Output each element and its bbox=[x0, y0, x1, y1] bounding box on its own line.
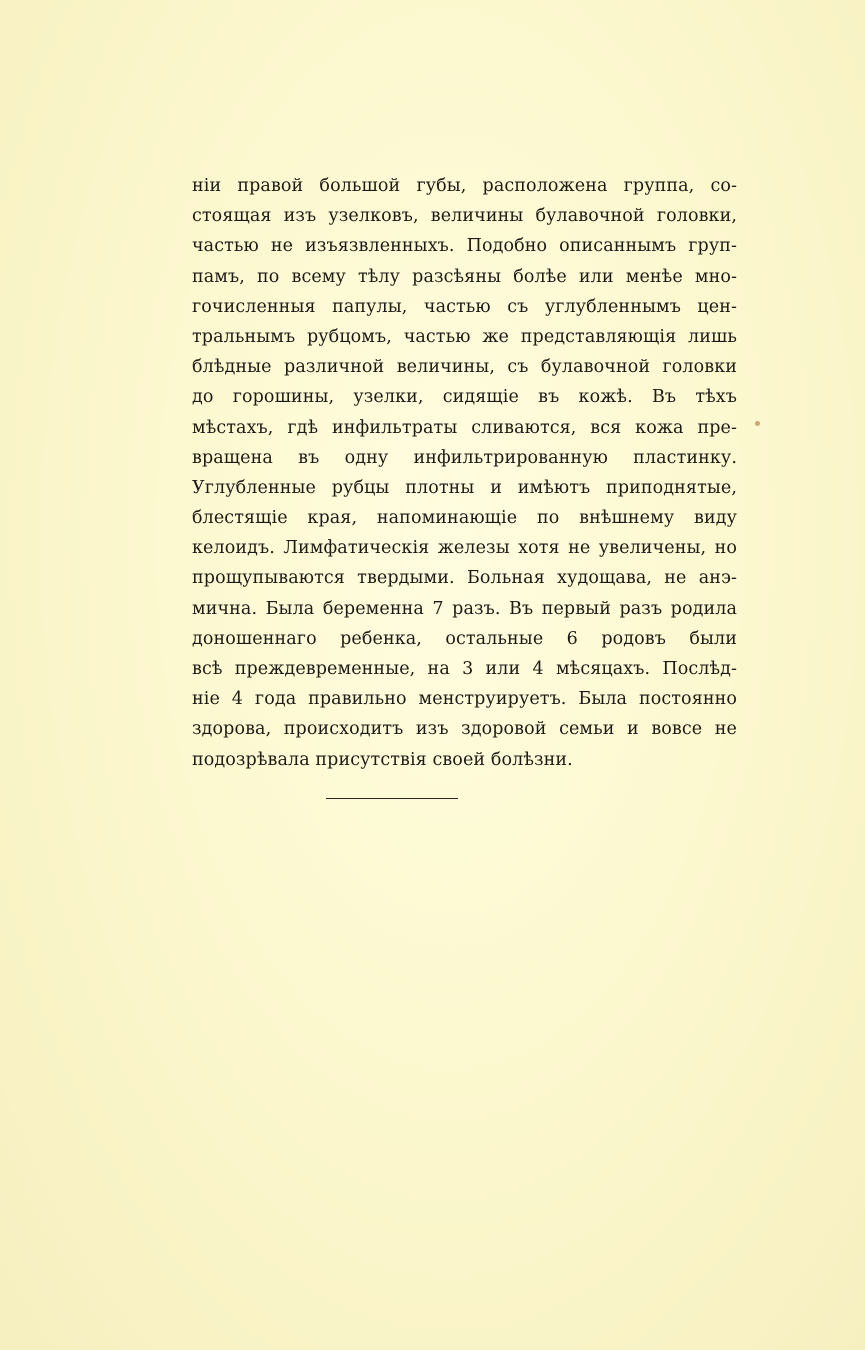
text-line: гочисленныя папулы, частью съ углубленнымъ цен- bbox=[192, 296, 737, 317]
text-line: блѣдные различной величины, съ булавочной головки bbox=[192, 357, 737, 378]
section-divider bbox=[326, 798, 458, 799]
text-line: вращена въ одну инфильтрированную пластинку. bbox=[192, 447, 737, 468]
text-line: ніе 4 года правильно менструируетъ. Была постоянно bbox=[192, 689, 737, 710]
text-line: блестящіе края, напоминающіе по внѣшнему виду bbox=[192, 508, 737, 529]
text-line: здорова, происходитъ изъ здоровой семьи и вовсе не bbox=[192, 719, 737, 740]
text-line: прощупываются твердыми. Больная худощава, не анэ- bbox=[192, 568, 737, 589]
text-line: до горошины, узелки, сидящіе въ кожѣ. Въ тѣхъ bbox=[192, 387, 737, 408]
text-line: стоящая изъ узелковъ, величины булавочной головки, bbox=[192, 206, 737, 227]
body-paragraph bbox=[192, 171, 737, 775]
text-line: келоидъ. Лимфатическія железы хотя не увеличены, но bbox=[192, 538, 737, 559]
text-line: ніи правой большой губы, расположена группа, со- bbox=[192, 176, 737, 196]
text-line: доношеннаго ребенка, остальные 6 родовъ были bbox=[192, 628, 737, 649]
text-line: всѣ преждевременные, на 3 или 4 мѣсяцахъ. Послѣд- bbox=[192, 659, 737, 679]
text-line: мична. Была беременна 7 разъ. Въ первый разъ родила bbox=[192, 598, 737, 619]
text-line: Углубленные рубцы плотны и имѣютъ приподнятые, bbox=[192, 477, 737, 498]
text-line: тральнымъ рубцомъ, частью же представляющія лишь bbox=[192, 326, 737, 347]
text-line: памъ, по всему тѣлу разсѣяны болѣе или менѣе мно- bbox=[192, 266, 737, 287]
paper-speck bbox=[755, 421, 760, 426]
text-line: мѣстахъ, гдѣ инфильтраты сливаются, вся кожа пре- bbox=[192, 417, 737, 438]
text-line: частью не изъязвленныхъ. Подобно описаннымъ груп- bbox=[192, 236, 737, 257]
text-line-last: подозрѣвала присутствія своей болѣзни. bbox=[192, 749, 573, 770]
